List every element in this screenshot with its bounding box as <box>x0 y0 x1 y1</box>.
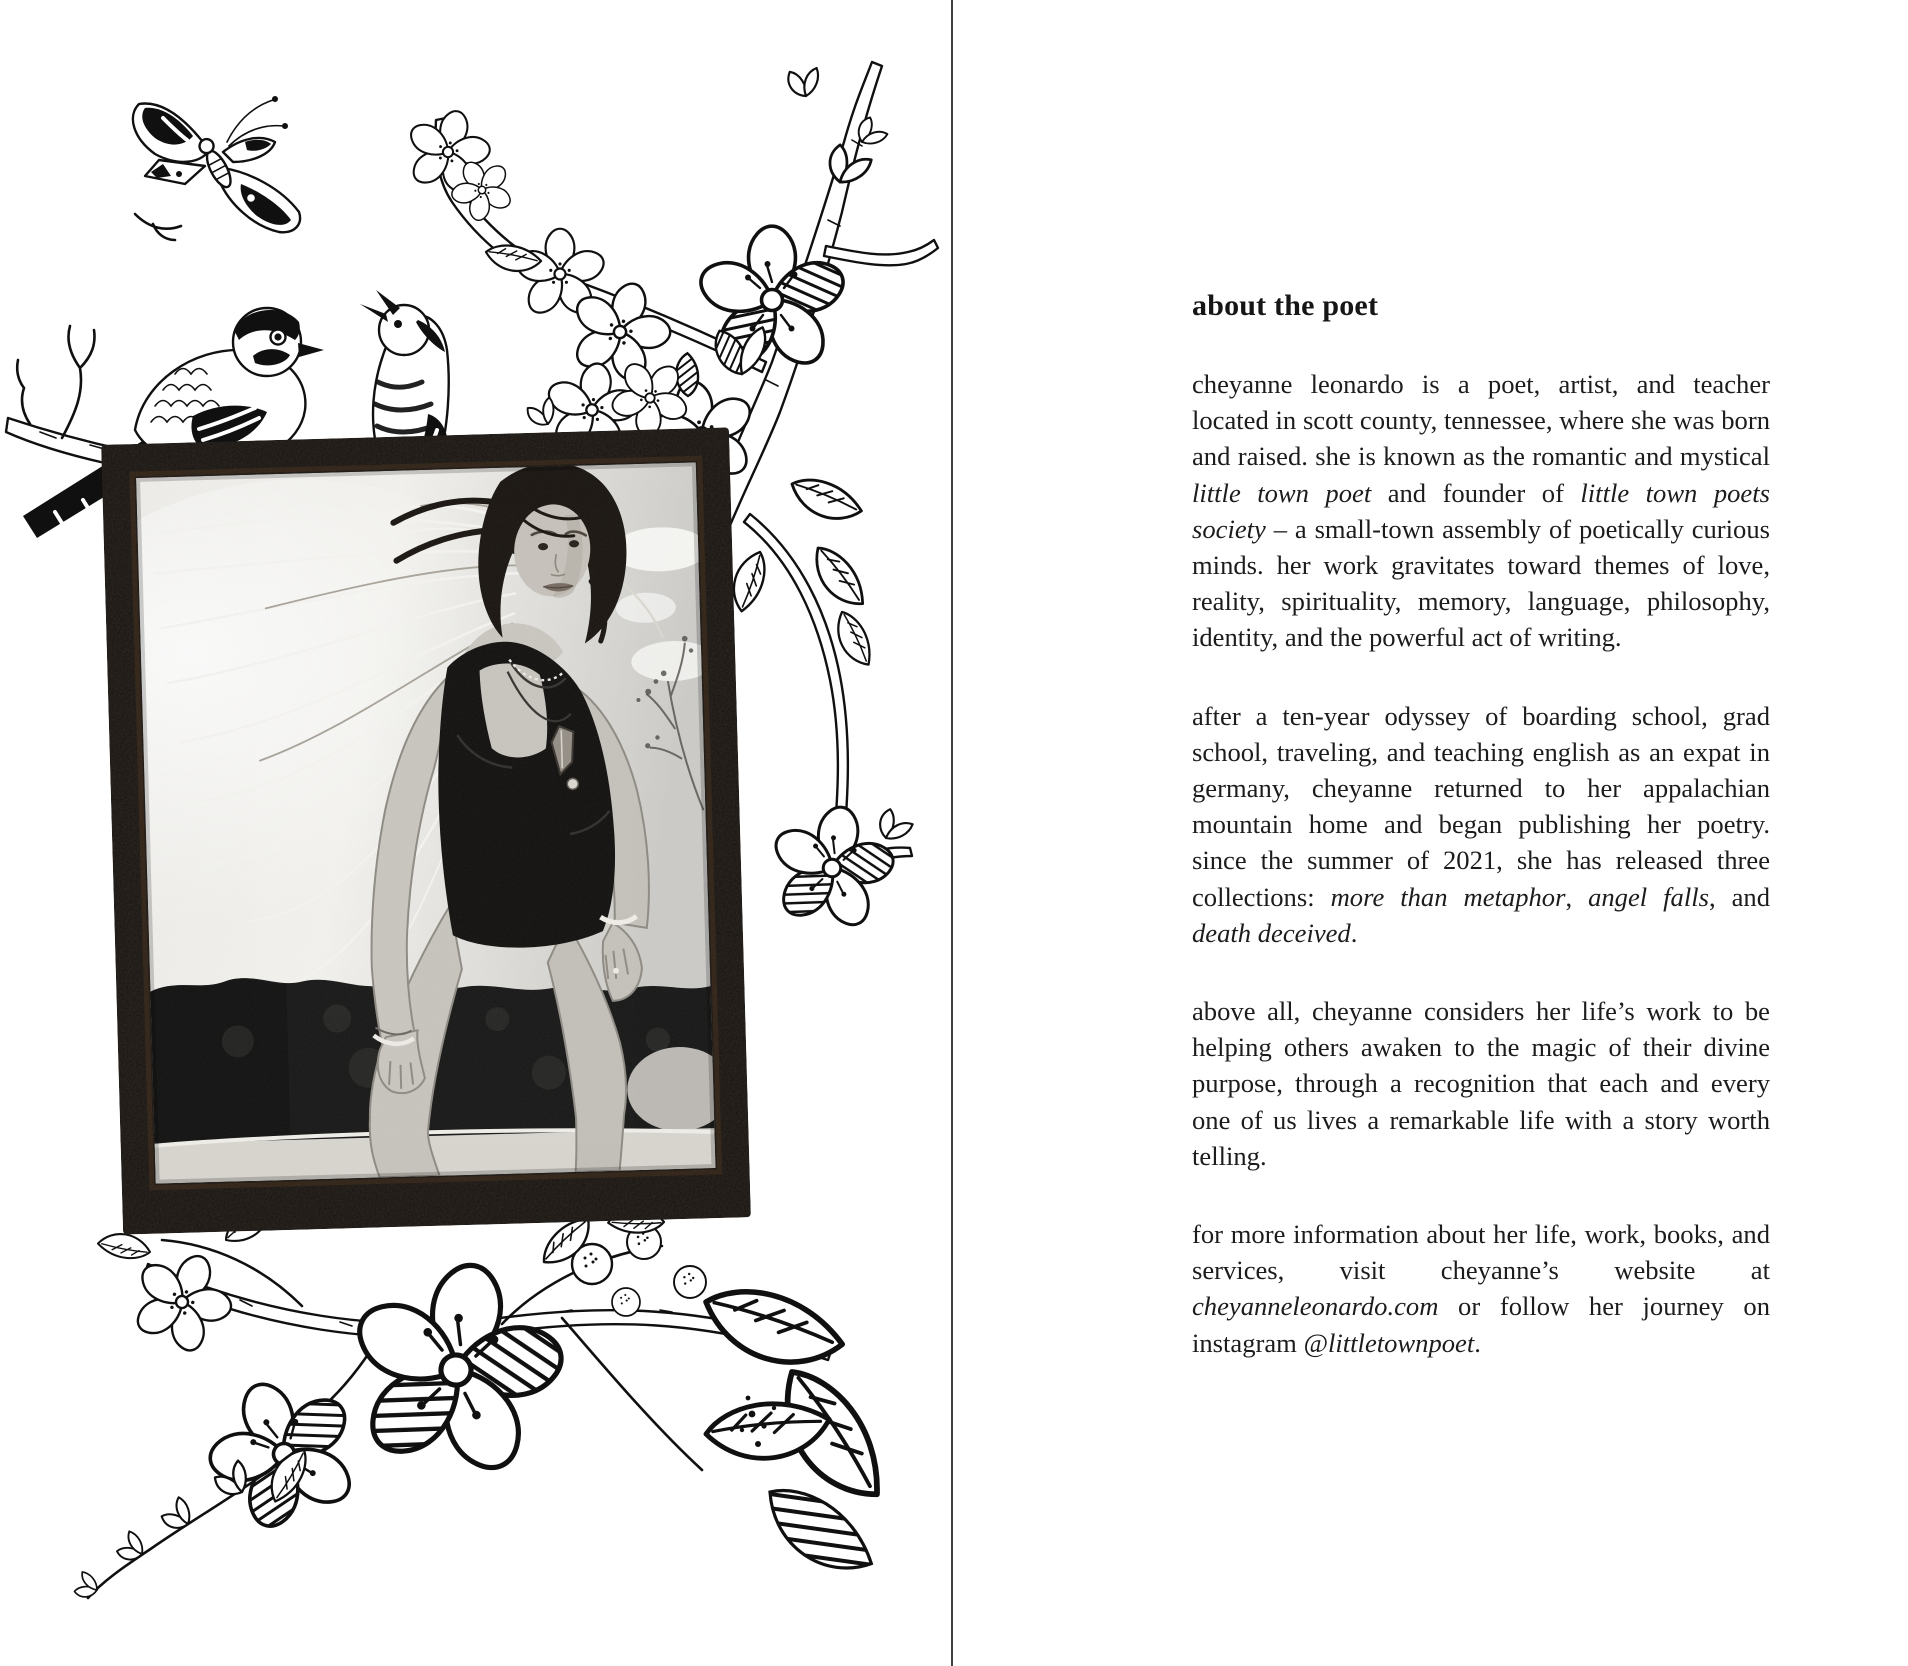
butterfly-illustration <box>133 96 300 240</box>
about-paragraph-3: above all, cheyanne considers her life’s work to be helping others awaken to the magic of their divine purpose, through a recognition that each and every one of us lives a remarkable life with a story worth telling. <box>1192 996 1770 1171</box>
about-paragraph-1: cheyanne leonardo is a poet, artist, and teacher located in scott county, tennessee, where she was born and raised. she is known as the romantic and mystical little town poet and founder of little town poets society – a small-town assembly of poetically curious minds. her work gravitates toward themes of love, reality, spirituality, memory, language, philosophy, identity, and the powerful act of writing. <box>1192 369 1770 653</box>
left-page <box>0 0 952 1666</box>
photo <box>101 427 751 1234</box>
about-text <box>1192 366 1770 1403</box>
side-blossom-illustration <box>720 462 914 939</box>
about-paragraph-4: for more information about her life, work, books, and services, visit cheyanne’s website at cheyanneleonardo.com or follow her journey on instagram @littletownpoet. <box>1192 1219 1770 1358</box>
bottom-floral-illustration <box>74 1199 883 1600</box>
photo-image <box>101 427 751 1234</box>
about-paragraph-2: after a ten-year odyssey of boarding school, grad school, traveling, and teaching english as an expat in germany, cheyanne returned to her appalachian mountain home and began publishing her poetry. since the summer of 2021, she has released three collections: more than metaphor, angel falls, and death deceived. <box>1192 700 1770 948</box>
right-page <box>953 0 1908 1666</box>
page-title: about the poet <box>1192 289 1379 322</box>
